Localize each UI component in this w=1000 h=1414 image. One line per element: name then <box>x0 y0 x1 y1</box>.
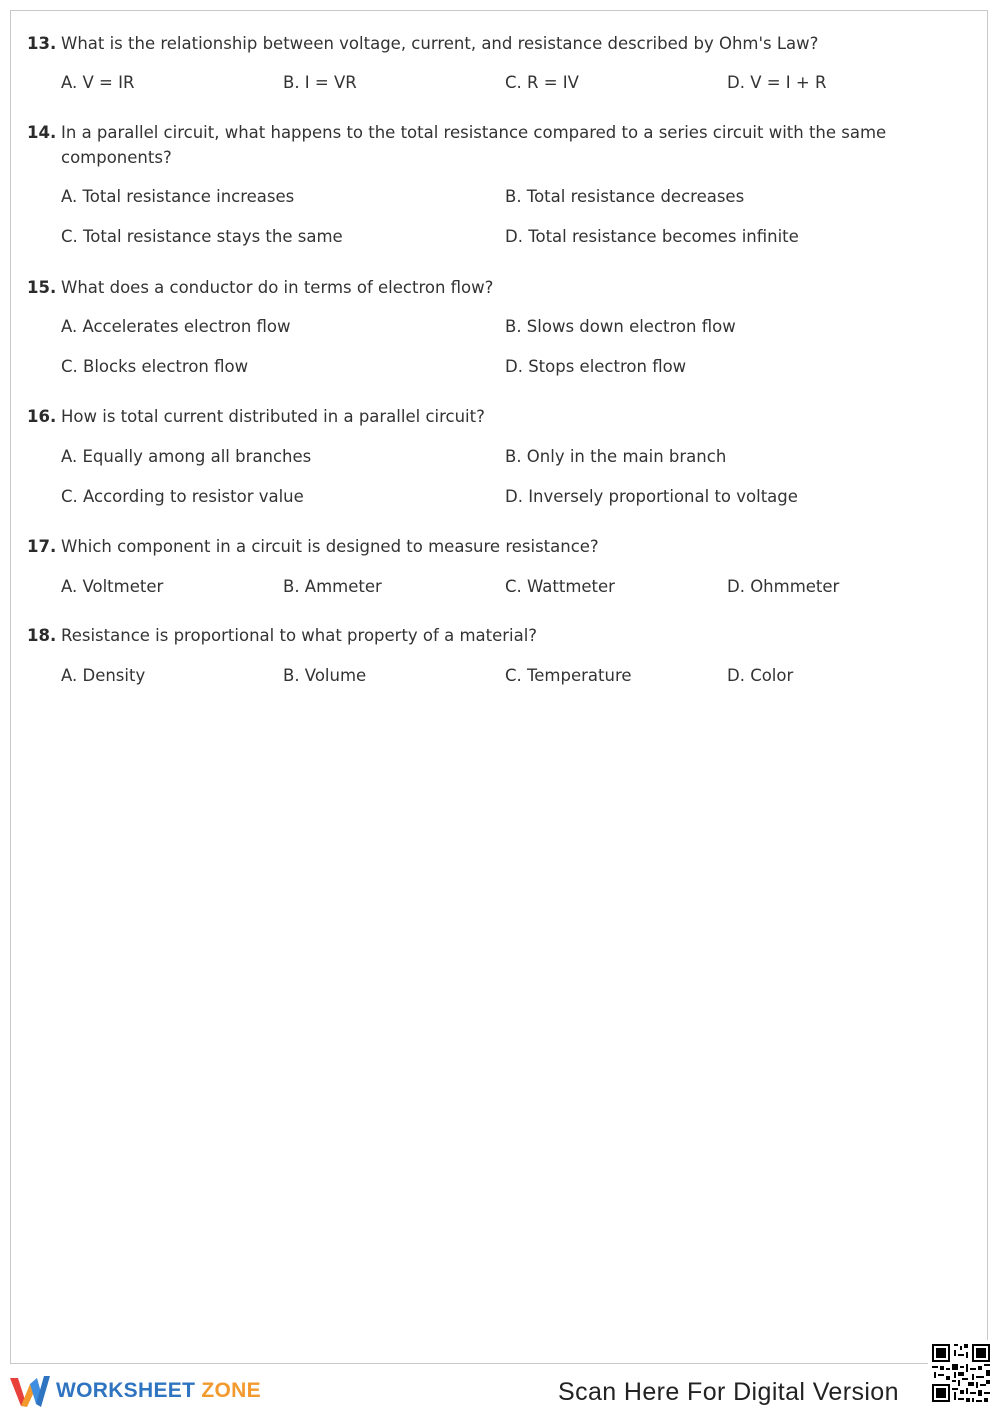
option-a[interactable]: A. Density <box>61 666 146 685</box>
question-text: How is total current distributed in a parallel circuit? <box>61 407 485 426</box>
option-a[interactable]: A. V = IR <box>61 73 135 92</box>
option-c[interactable]: C. According to resistor value <box>61 487 304 506</box>
question-number: 15. <box>27 278 57 297</box>
option-d[interactable]: D. V = I + R <box>727 73 827 92</box>
option-b[interactable]: B. Total resistance decreases <box>505 187 745 206</box>
logo-wordmark <box>56 1379 261 1403</box>
option-a[interactable]: A. Voltmeter <box>61 577 164 596</box>
question-18 <box>27 623 967 698</box>
option-d[interactable]: D. Color <box>727 666 794 685</box>
option-b[interactable]: B. Only in the main branch <box>505 447 727 466</box>
question-number: 13. <box>27 34 57 53</box>
option-d[interactable]: D. Stops electron flow <box>505 357 687 376</box>
option-c[interactable]: C. Total resistance stays the same <box>61 227 343 246</box>
question-text: Resistance is proportional to what property of a material? <box>61 626 538 645</box>
question-text: In a parallel circuit, what happens to the total resistance compared to a series circuit with the same components? <box>61 123 887 167</box>
worksheet-page <box>10 10 988 1364</box>
option-a[interactable]: A. Total resistance increases <box>61 187 295 206</box>
option-c[interactable]: C. Temperature <box>505 666 632 685</box>
option-d[interactable]: D. Ohmmeter <box>727 577 840 596</box>
question-number: 18. <box>27 626 57 645</box>
question-16 <box>27 404 967 519</box>
option-b[interactable]: B. I = VR <box>283 73 357 92</box>
logo-word-worksheet: WORKSHEET <box>56 1379 196 1402</box>
scan-here-text: Scan Here For Digital Version <box>558 1378 899 1406</box>
option-c[interactable]: C. Blocks electron flow <box>61 357 249 376</box>
question-14 <box>27 120 967 260</box>
question-text: Which component in a circuit is designed to measure resistance? <box>61 537 599 556</box>
option-b[interactable]: B. Slows down electron flow <box>505 317 736 336</box>
question-number: 17. <box>27 537 57 556</box>
question-text: What does a conductor do in terms of electron flow? <box>61 278 494 297</box>
option-b[interactable]: B. Volume <box>283 666 367 685</box>
qr-code-icon[interactable] <box>928 1340 994 1406</box>
question-17 <box>27 534 967 609</box>
option-a[interactable]: A. Equally among all branches <box>61 447 312 466</box>
logo-word-zone: ZONE <box>201 1379 261 1402</box>
worksheetzone-w-logo-icon <box>10 1374 50 1408</box>
option-c[interactable]: C. R = IV <box>505 73 579 92</box>
option-d[interactable]: D. Inversely proportional to voltage <box>505 487 798 506</box>
option-a[interactable]: A. Accelerates electron flow <box>61 317 291 336</box>
question-number: 16. <box>27 407 57 426</box>
option-b[interactable]: B. Ammeter <box>283 577 382 596</box>
option-c[interactable]: C. Wattmeter <box>505 577 615 596</box>
question-text: What is the relationship between voltage, current, and resistance described by Ohm's Law? <box>61 34 819 53</box>
page-footer <box>0 1366 1000 1414</box>
question-15 <box>27 275 967 390</box>
question-number: 14. <box>27 123 57 142</box>
option-d[interactable]: D. Total resistance becomes infinite <box>505 227 799 246</box>
worksheetzone-logo[interactable] <box>10 1374 261 1408</box>
